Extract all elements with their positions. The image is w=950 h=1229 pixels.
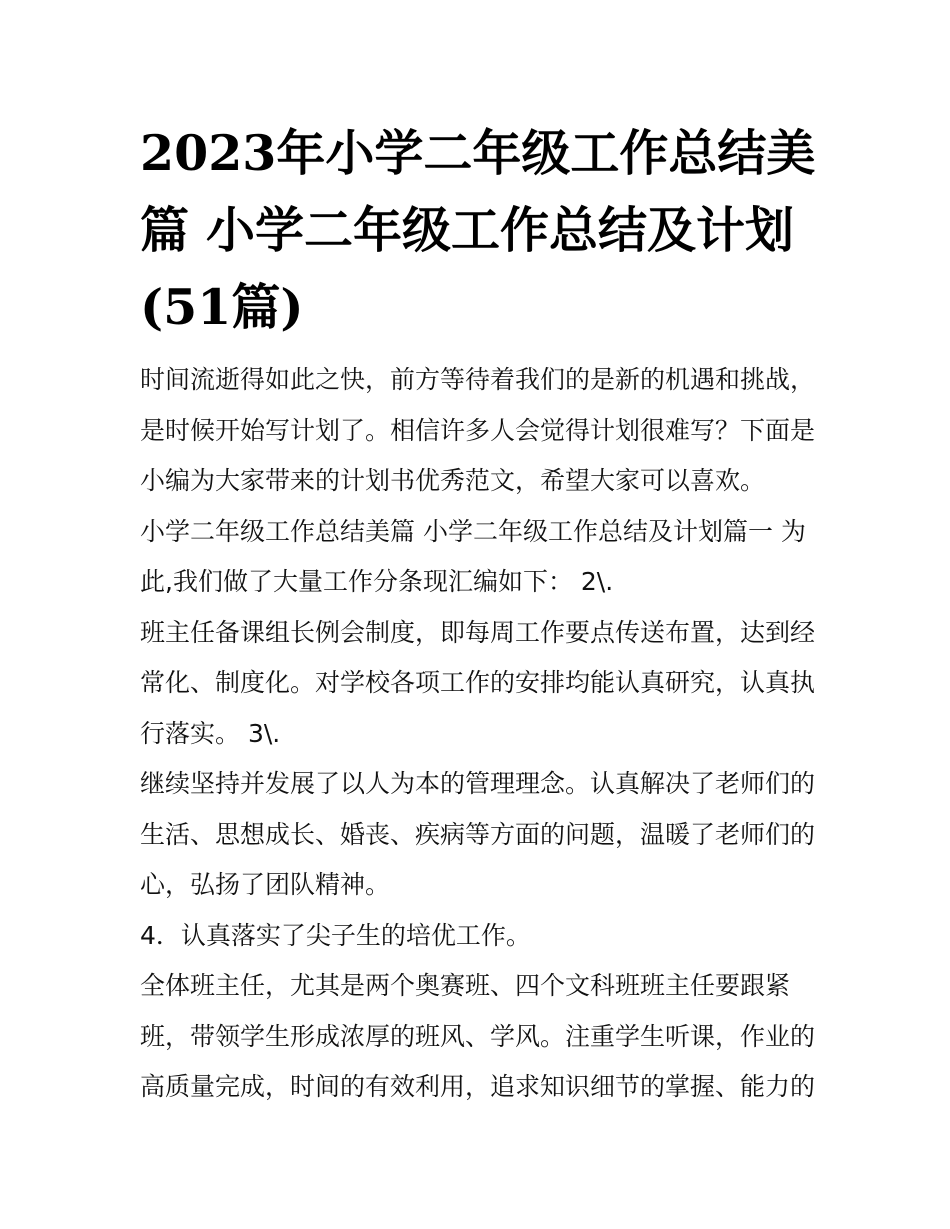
paragraph — [140, 355, 820, 507]
text-line: 班，带领学生形成浓厚的班风、学风。注重学生听课，作业的 — [140, 1021, 816, 1051]
text-line: 高质量完成，时间的有效利用，追求知识细节的掌握、能力的 — [140, 1072, 816, 1101]
paragraph — [140, 608, 820, 760]
title-line: (51篇) — [140, 278, 304, 336]
paragraph — [140, 759, 820, 911]
text-line: 是时候开始写计划了。相信许多人会觉得计划很难写？下面是 — [140, 415, 816, 445]
text-line: 此,我们做了大量工作分条现汇编如下： 2\. — [140, 567, 614, 596]
text-line: 行落实。 3\. — [140, 718, 281, 748]
text-line: 4．认真落实了尖子生的培优工作。 — [140, 920, 531, 950]
text-line: 生活、思想成长、婚丧、疾病等方面的问题，温暖了老师们的 — [140, 819, 816, 849]
text-line: 继续坚持并发展了以人为本的管理理念。认真解决了老师们的 — [140, 769, 816, 798]
title-line: 篇 小学二年级工作总结及计划 — [140, 201, 795, 259]
text-line: 小编为大家带来的计划书优秀范文，希望大家可以喜欢。 — [140, 466, 766, 495]
paragraph — [140, 961, 820, 1113]
title-line: 2023年小学二年级工作总结美 — [140, 124, 816, 182]
text-line: 时间流逝得如此之快，前方等待着我们的是新的机遇和挑战， — [140, 365, 816, 394]
text-line: 班主任备课组长例会制度，即每周工作要点传送布置，达到经 — [140, 617, 816, 647]
text-line: 全体班主任，尤其是两个奥赛班、四个文科班班主任要跟紧 — [140, 971, 791, 1000]
text-line: 小学二年级工作总结美篇 小学二年级工作总结及计划篇一 为 — [140, 516, 806, 546]
document-body — [140, 355, 820, 1113]
document-title — [140, 115, 820, 346]
text-line: 常化、制度化。对学校各项工作的安排均能认真研究，认真执 — [140, 668, 816, 697]
paragraph — [140, 507, 820, 608]
text-line: 心，弘扬了团队精神。 — [140, 870, 391, 899]
paragraph — [140, 911, 820, 962]
